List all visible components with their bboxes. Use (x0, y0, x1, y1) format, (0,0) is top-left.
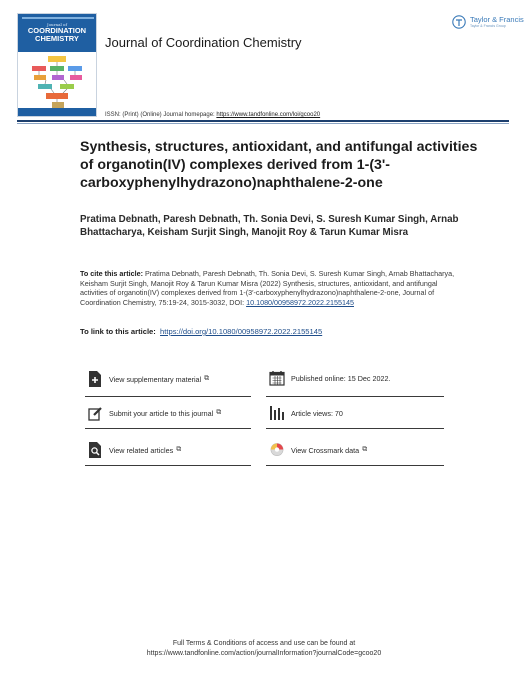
publisher-logo[interactable] (452, 14, 524, 34)
table-rule (85, 428, 251, 429)
related-articles-link[interactable] (87, 439, 181, 461)
link-label: To link to this article: (80, 327, 156, 336)
journal-homepage-link[interactable]: https://www.tandfonline.com/loi/gcoo20 (216, 112, 321, 118)
article-doi-link[interactable]: https://doi.org/10.1080/00958972.2022.2155145 (160, 327, 323, 336)
edit-icon (87, 405, 103, 421)
issn-text: ISSN: (Print) (Online) Journal homepage: (105, 112, 217, 118)
publisher-group: Taylor & Francis Group (470, 24, 506, 28)
external-link-icon: ⧉ (362, 446, 368, 453)
cite-label: To cite this article: (80, 269, 143, 278)
journal-cover-image (17, 13, 97, 117)
external-link-icon: ⧉ (176, 446, 182, 453)
issn-line (105, 112, 320, 118)
crossmark-icon (269, 442, 285, 458)
cover-journal-prefix: Journal of (47, 22, 67, 27)
published-online-info (269, 367, 391, 389)
footer-terms (0, 639, 528, 658)
citation-block (80, 269, 460, 307)
table-rule (266, 465, 444, 466)
calendar-icon (269, 370, 285, 386)
bar-chart-icon (269, 405, 285, 421)
cover-top-line (22, 17, 94, 19)
article-title: Synthesis, structures, antioxidant, and antifungal activities of organotin(IV) complexes derived from 1-(3'-carboxyphenylhydrazono)naphthalene-2-one (80, 139, 478, 191)
submit-article-link[interactable] (87, 402, 221, 424)
table-rule (85, 396, 251, 397)
cite-doi-link[interactable]: 10.1080/00958972.2022.2155145 (246, 297, 354, 307)
table-rule (266, 428, 444, 429)
cover-flowchart-illustration (26, 54, 90, 110)
journal-title: Journal of Coordination Chemistry (105, 35, 302, 50)
document-add-icon (87, 371, 103, 387)
published-online-label: Published online: 15 Dec 2022. (291, 373, 391, 383)
supplementary-label: View supplementary material (109, 374, 202, 384)
document-search-icon (87, 442, 103, 458)
external-link-icon: ⧉ (204, 375, 210, 382)
cover-journal-name: COORDINATION CHEMISTRY (27, 26, 87, 43)
table-rule (266, 396, 444, 397)
taylor-francis-logo-icon (452, 15, 466, 29)
submit-article-label: Submit your article to this journal (109, 408, 214, 418)
header-rule-thick (17, 120, 509, 122)
header-rule-thin (17, 123, 509, 124)
related-articles-label: View related articles (109, 445, 174, 455)
publisher-name: Taylor & Francis (470, 15, 524, 24)
crossmark-link[interactable] (269, 439, 367, 461)
supplementary-material-link[interactable] (87, 368, 209, 390)
footer-terms-text: Full Terms & Conditions of access and use can be found at (172, 640, 356, 647)
article-link-line (80, 327, 322, 336)
cite-text: Pratima Debnath, Paresh Debnath, Th. Sonia Devi, S. Suresh Kumar Singh, Arnab Bhattacharya, Keisham Surjit Singh, Manojit Roy & Tarun Kumar Misra (2022) Synthesis, structures, antioxidant, and antifungal activities of organotin(IV) complexes derived from 1-(3′-carboxyphenylhydrazono)naphthalene-2-one, Journal of Coordination Chemistry, 75:19-24, 3015-3032, DOI: (80, 269, 455, 307)
table-rule (85, 465, 251, 466)
article-views-label: Article views: 70 (291, 408, 343, 418)
article-views-info (269, 402, 343, 424)
footer-terms-url[interactable]: https://www.tandfonline.com/action/journalInformation?journalCode=gcoo20 (146, 649, 382, 657)
article-authors: Pratima Debnath, Paresh Debnath, Th. Sonia Devi, S. Suresh Kumar Singh, Arnab Bhattacharya, Keisham Surjit Singh, Manojit Roy & Tarun Kumar Misra (80, 214, 459, 238)
external-link-icon: ⧉ (216, 409, 222, 416)
cover-footer-band (18, 108, 96, 116)
crossmark-label: View Crossmark data (291, 445, 360, 455)
